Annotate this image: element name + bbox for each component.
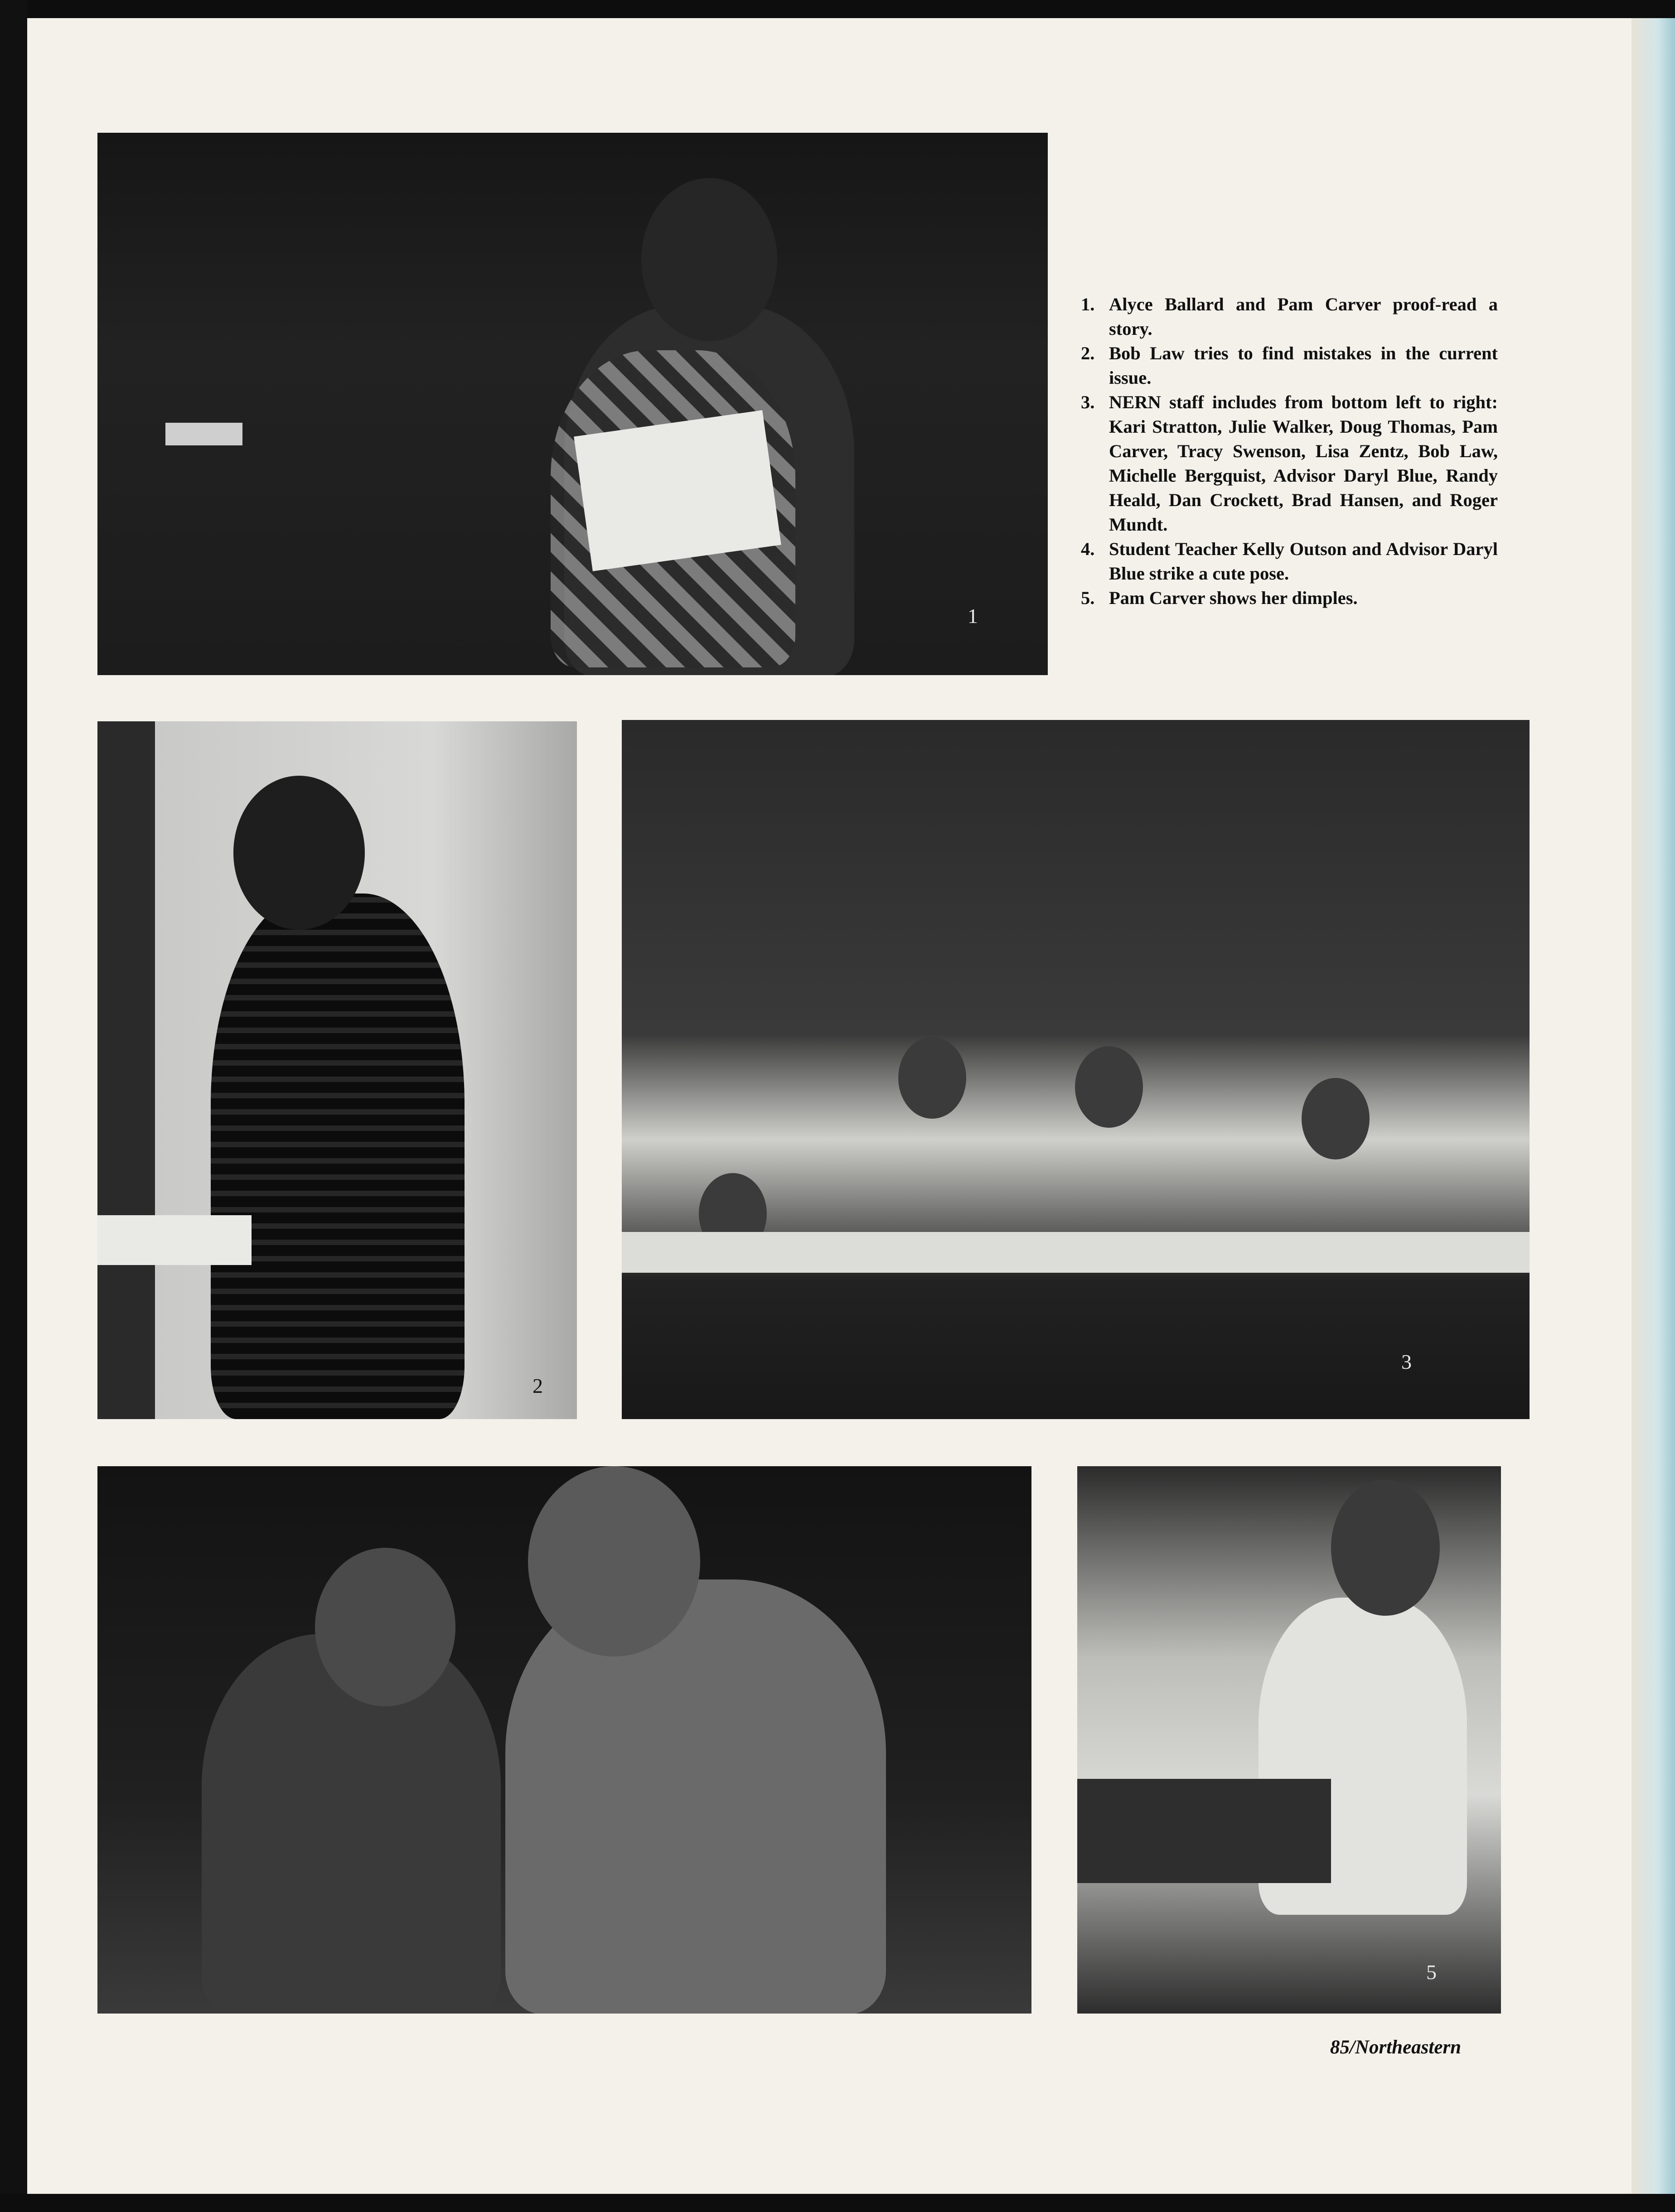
- caption-text: Pam Carver shows her dimples.: [1109, 588, 1358, 608]
- caption-item: [1081, 390, 1498, 537]
- photo-3-person: [1075, 1046, 1143, 1128]
- photo-5-number: 5: [1426, 1961, 1437, 1984]
- caption-number: 3.: [1081, 392, 1095, 412]
- caption-text: NERN staff includes from bottom left to right: Kari Stratton, Julie Walker, Doug Thomas, Pam Carver, Tracy Swenson, Lisa Zentz, Bob Law, Michelle Bergquist, Advisor Daryl Blue, Randy Heald, Dan Crockett, Brad Hansen, and Roger Mundt.: [1109, 392, 1498, 535]
- caption-item: [1081, 537, 1498, 586]
- photo-2-plaid-shirt-figure: [211, 893, 465, 1419]
- caption-text: Student Teacher Kelly Outson and Advisor Daryl Blue strike a cute pose.: [1109, 539, 1498, 584]
- caption-number: 4.: [1081, 539, 1095, 559]
- caption-text: Alyce Ballard and Pam Carver proof-read a story.: [1109, 294, 1498, 339]
- photo-2-head: [233, 776, 365, 930]
- caption-item: [1081, 341, 1498, 390]
- scan-border-bottom: [0, 2194, 1675, 2212]
- photo-5: [1077, 1466, 1501, 2014]
- page-edge-right: [1631, 18, 1675, 2194]
- photo-4-head-right: [528, 1466, 700, 1657]
- photo-2-paper: [97, 1215, 252, 1265]
- photo-1-head: [641, 178, 777, 341]
- caption-number: 1.: [1081, 294, 1095, 314]
- photo-5-books: [1077, 1779, 1331, 1883]
- photo-4: [97, 1466, 1031, 2014]
- photo-1-paper: [574, 410, 781, 571]
- scan-border-left: [0, 0, 27, 2212]
- photo-3: [622, 720, 1530, 1419]
- caption-item: [1081, 586, 1498, 610]
- photo-1-number: 1: [968, 604, 978, 628]
- caption-number: 2.: [1081, 343, 1095, 363]
- page-folio: 85/Northeastern: [1330, 2037, 1462, 2058]
- photo-captions: [1081, 292, 1498, 610]
- photo-3-person: [898, 1037, 966, 1119]
- caption-text: Bob Law tries to find mistakes in the current issue.: [1109, 343, 1498, 388]
- photo-4-head-left: [315, 1548, 455, 1706]
- photo-3-desks: [622, 1232, 1530, 1273]
- photo-2: [97, 721, 577, 1419]
- photo-5-head: [1331, 1480, 1440, 1616]
- photo-3-person: [1302, 1078, 1370, 1159]
- caption-number: 5.: [1081, 588, 1095, 608]
- caption-item: [1081, 292, 1498, 341]
- photo-4-figure-right: [505, 1579, 886, 2014]
- photo-2-number: 2: [533, 1374, 543, 1397]
- photo-1-window-light: [165, 423, 242, 445]
- photo-3-number: 3: [1401, 1350, 1412, 1373]
- photo-1: [97, 133, 1048, 675]
- scan-border-top: [0, 0, 1675, 18]
